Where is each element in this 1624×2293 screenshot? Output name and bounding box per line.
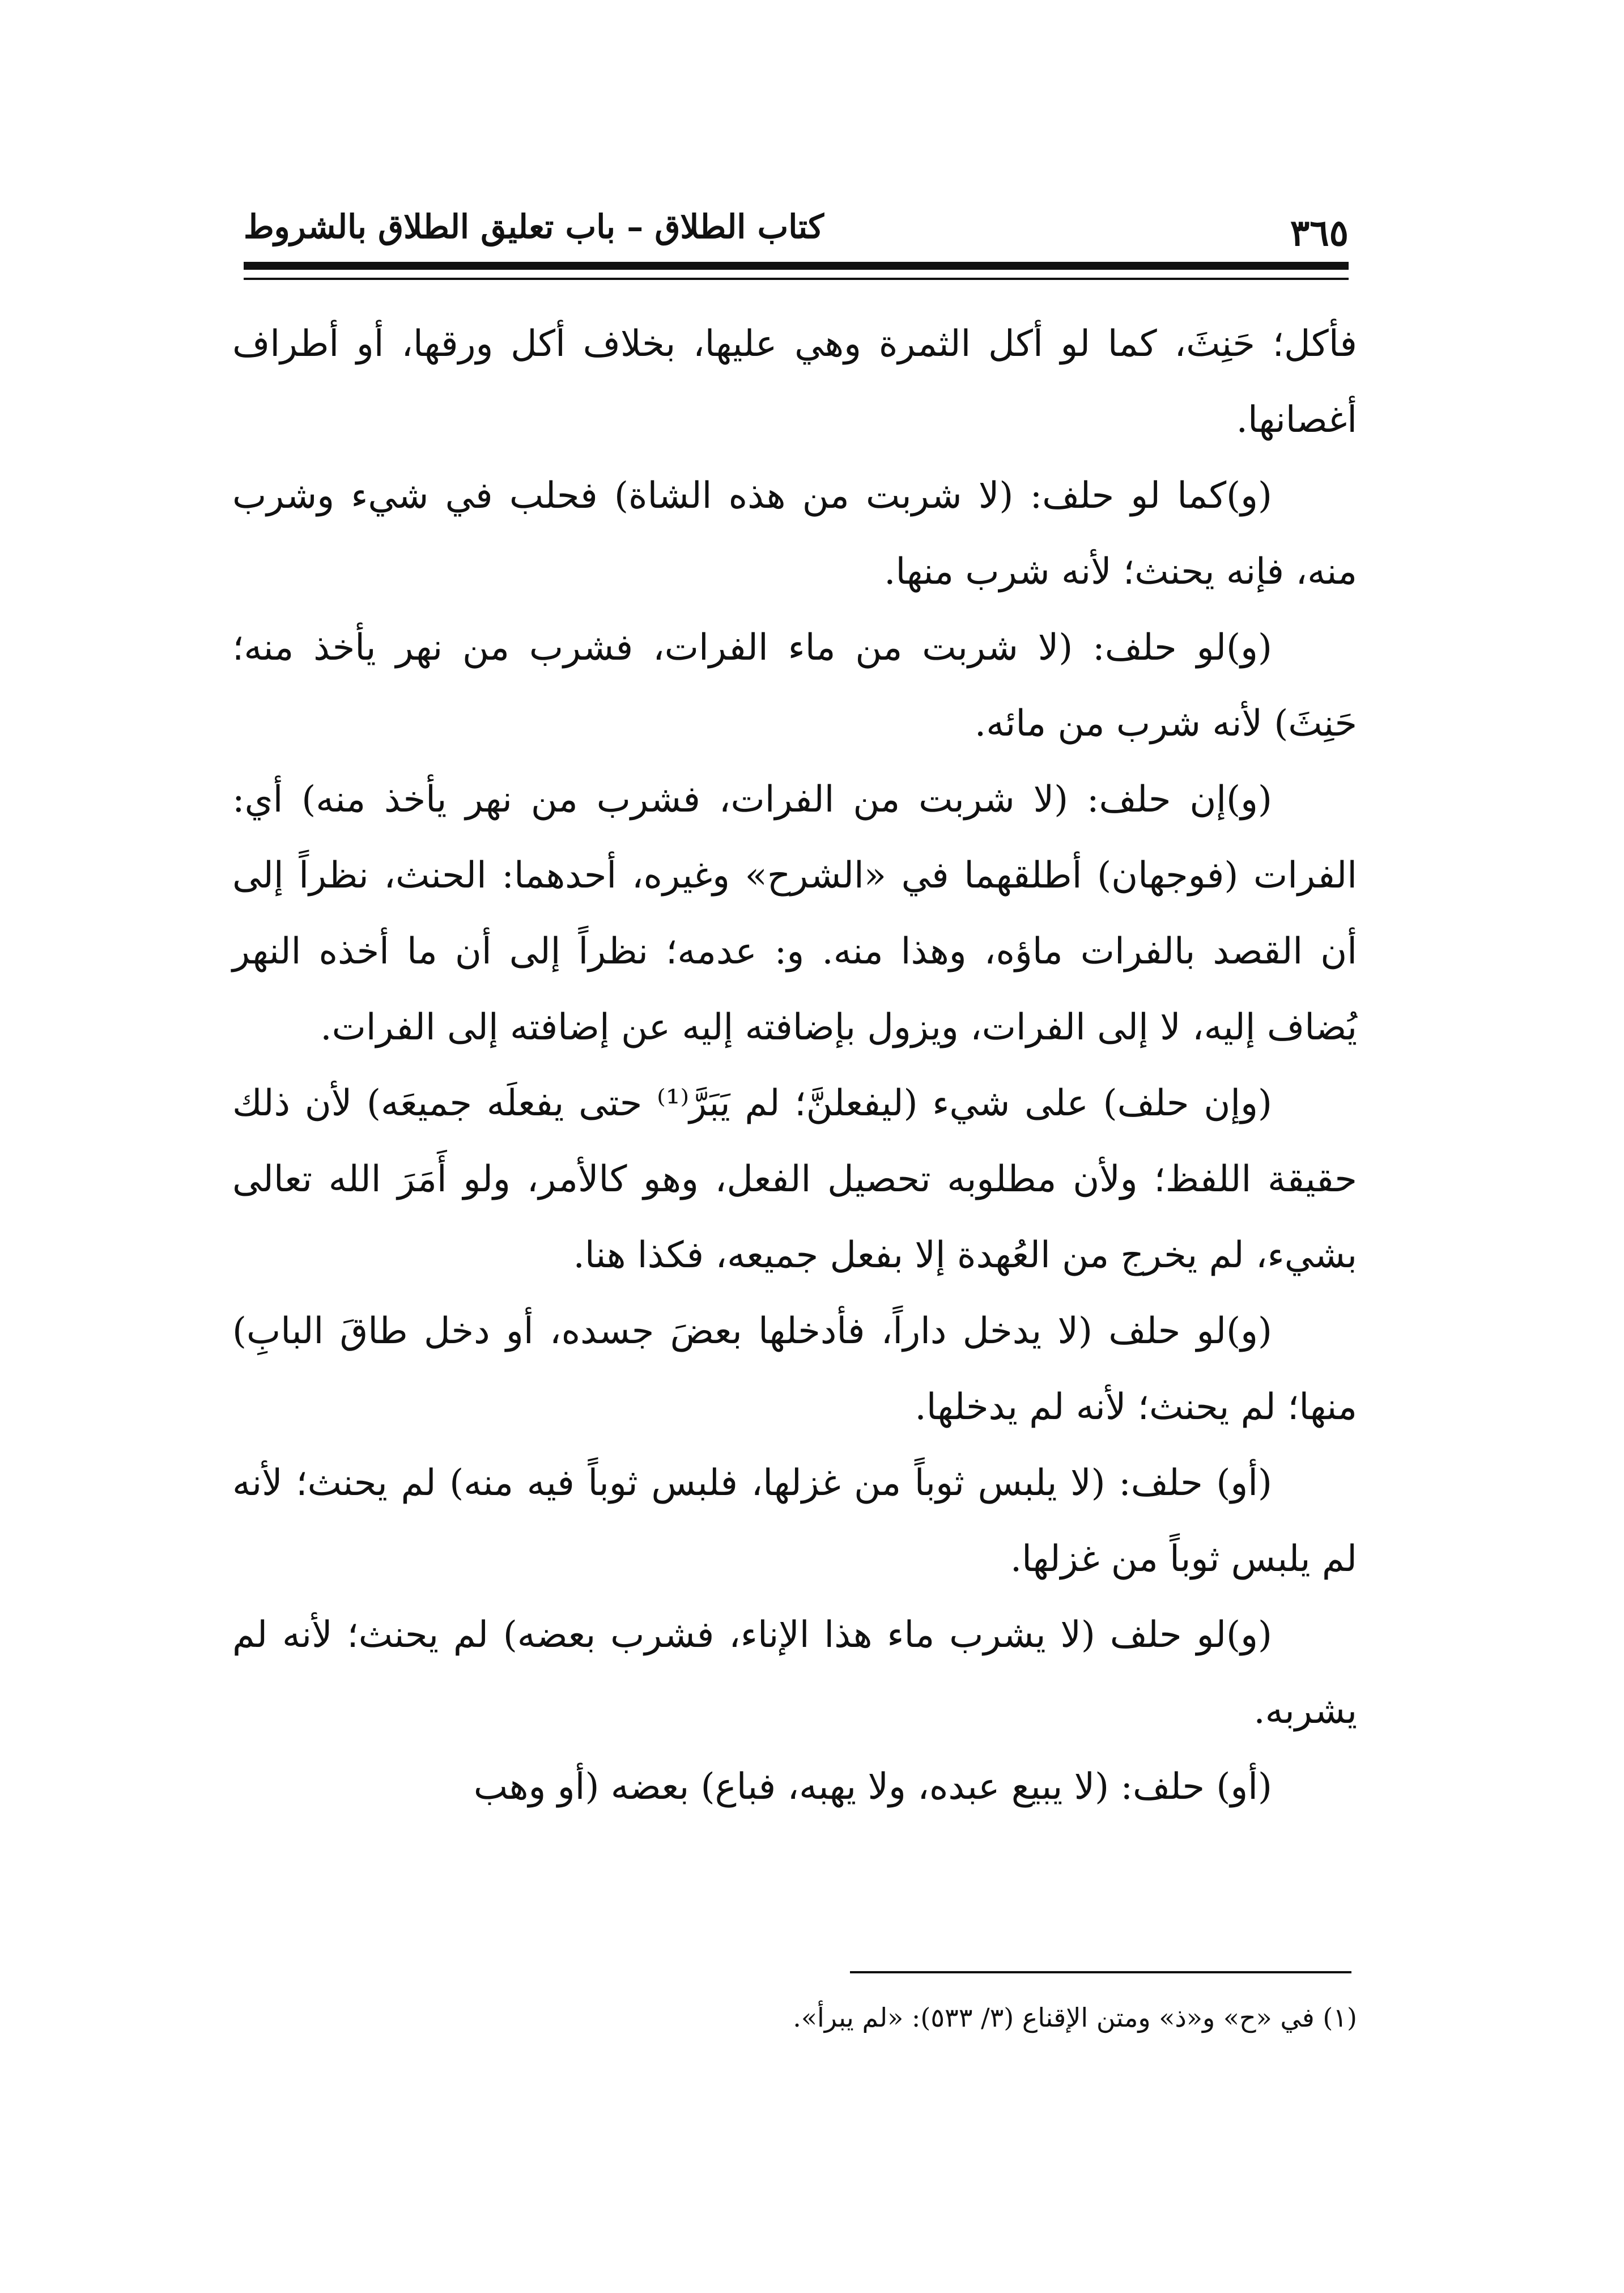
header-rule-thin (244, 278, 1349, 280)
paragraph: (و)لو حلف (لا يدخل داراً، فأدخلها بعضَ جسده، أو دخل طاقَ البابِ) منها؛ لم يحنث؛ لأنه لم يدخلها. (232, 1310, 1357, 1428)
paragraph: (و)كما لو حلف: (لا شربت من هذه الشاة) فحلب في شيء وشرب منه، فإنه يحنث؛ لأنه شرب منها. (232, 475, 1357, 593)
header-rule-thick (244, 262, 1349, 270)
paragraph: (و)لو حلف: (لا شربت من ماء الفرات، فشرب من نهر يأخذ منه؛ حَنِثَ) لأنه شرب من مائه. (232, 627, 1357, 745)
body-text (232, 306, 1357, 1825)
footnote-separator (850, 1971, 1351, 1973)
footnote: (١) في «ح» و«ذ» ومتن الإقناع (٣/ ٥٣٣): «لم يبرأ». (793, 2002, 1357, 2033)
paragraph: (و)لو حلف (لا يشرب ماء هذا الإناء، فشرب بعضه) لم يحنث؛ لأنه لم يشربه. (232, 1614, 1357, 1732)
page-number: ٣٦٥ (1290, 212, 1349, 254)
paragraph: فأكل؛ حَنِثَ، كما لو أكل الثمرة وهي عليها، بخلاف أكل ورقها، أو أطراف أغصانها. (232, 323, 1357, 441)
paragraph: (وإن حلف) على شيء (ليفعلنَّ؛ لم يَبَرَّ⁽¹⁾ حتى يفعلَه جميعَه) لأن ذلك حقيقة اللفظ؛ ولأن مطلوبه تحصيل الفعل، وهو كالأمر، ولو أَمَرَ الله تعالى بشيء، لم يخرج من العُهدة إلا بفعل جميعه، فكذا هنا. (232, 1082, 1357, 1276)
paragraph: (أو) حلف: (لا يبيع عبده، ولا يهبه، فباع) بعضه (أو وهب (473, 1766, 1272, 1808)
paragraph: (و)إن حلف: (لا شربت من الفرات، فشرب من نهر يأخذ منه) أي: الفرات (فوجهان) أطلقهما في «الشرح» وغيره، أحدهما: الحنث، نظراً إلى أن القصد بالفرات ماؤه، وهذا منه. و: عدمه؛ نظراً إلى أن ما أخذه النهر يُضاف إليه، لا إلى الفرات، ويزول بإضافته إليه عن إضافته إلى الفرات. (232, 779, 1358, 1048)
chapter-title: كتاب الطلاق – باب تعليق الطلاق بالشروط (244, 207, 824, 246)
paragraph: (أو) حلف: (لا يلبس ثوباً من غزلها، فلبس ثوباً فيه منه) لم يحنث؛ لأنه لم يلبس ثوباً من غزلها. (232, 1462, 1357, 1580)
running-header (244, 201, 1349, 258)
